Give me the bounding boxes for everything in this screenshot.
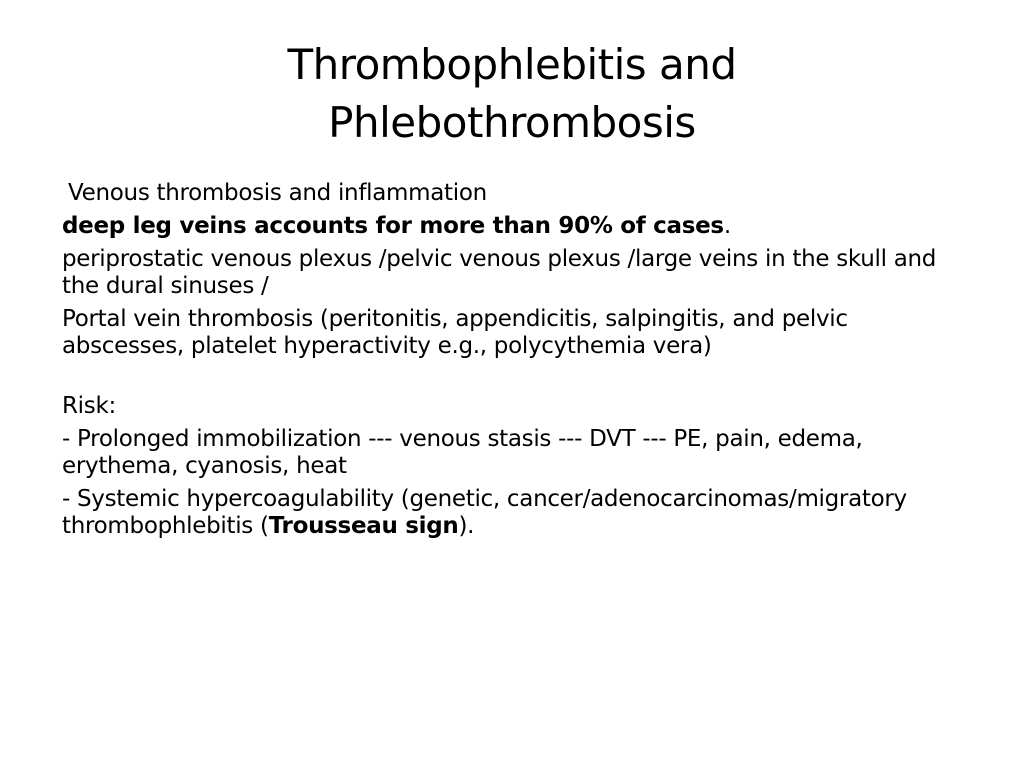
risk-2-post: ). [458,513,475,539]
risk-2-pre: - Systemic hypercoagulability (genetic, cancer/adenocarcinomas/migratory thrombophlebitis ( [62,486,907,539]
slide-title [60,36,964,152]
risk-item-immobilization: - Prolonged immobilization --- venous stasis --- DVT --- PE, pain, edema, erythema, cyanosis, heat [62,426,863,479]
risk-label: Risk: [62,393,116,419]
title-line-1: Thrombophlebitis and [287,40,737,89]
paragraph-periprostatic: periprostatic venous plexus /pelvic venous plexus /large veins in the skull and the dural sinuses / [62,246,937,299]
trousseau-sign-bold: Trousseau sign [268,513,459,539]
paragraph-venous-thrombosis: Venous thrombosis and inflammation [68,180,487,206]
deep-leg-veins-tail: . [723,213,731,239]
risk-item-hypercoagulability [62,486,962,540]
deep-leg-veins-bold: deep leg veins accounts for more than 90% of cases [62,213,724,239]
paragraph-portal-vein: Portal vein thrombosis (peritonitis, appendicitis, salpingitis, and pelvic abscesses, platelet hyperactivity e.g., polycythemia vera) [62,306,848,359]
title-line-2: Phlebothrombosis [328,98,696,147]
slide-body [62,180,962,546]
paragraph-deep-leg-veins [62,213,962,240]
